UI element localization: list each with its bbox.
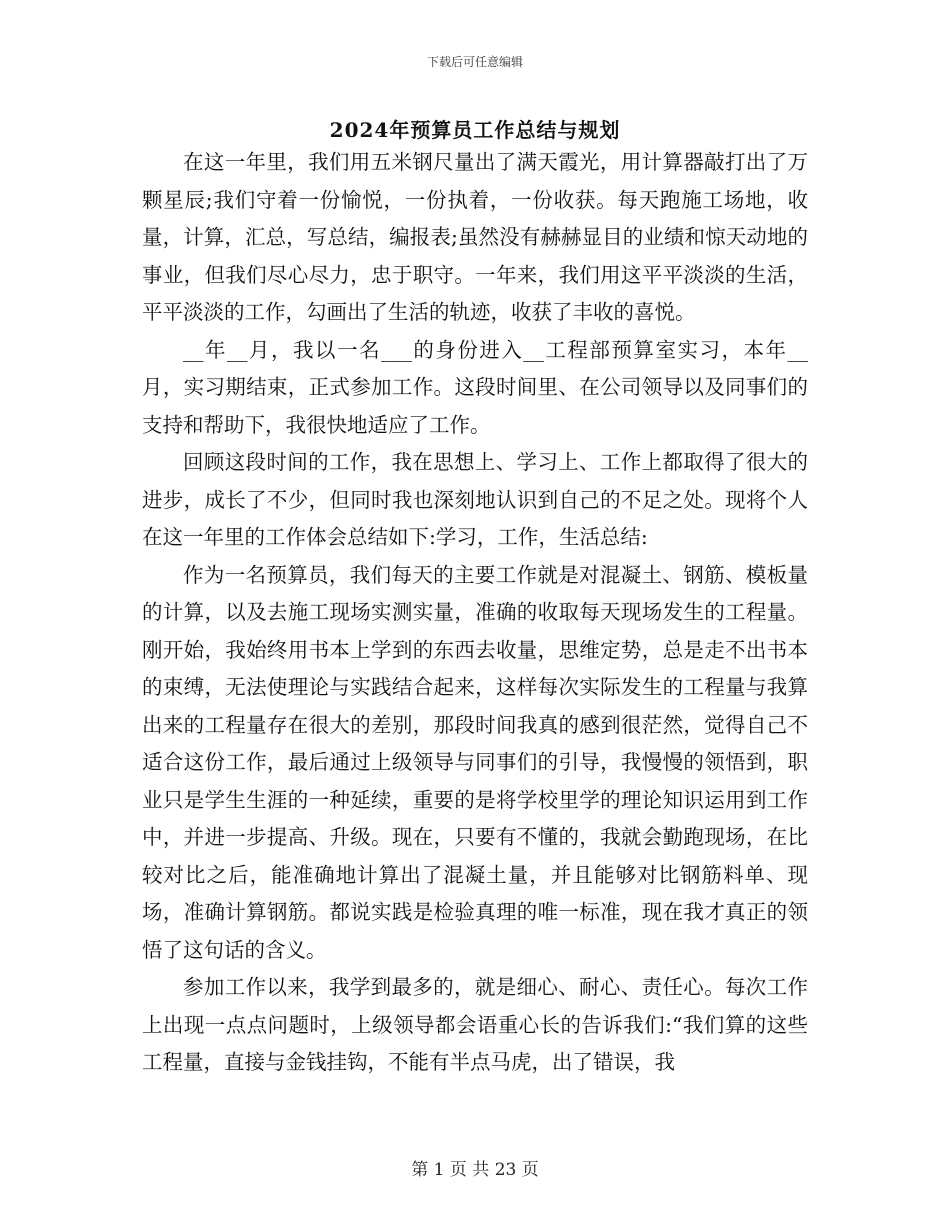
page-number: 第 1 页 共 23 页 <box>411 1160 539 1180</box>
header-note: 下载后可任意编辑 <box>426 55 523 69</box>
document-title: 2024年预算员工作总结与规划 <box>329 118 621 142</box>
paragraph: 作为一名预算员，我们每天的主要工作就是对混凝土、钢筋、模板量的计算，以及去施工现场实测实量，准确的收取每天现场发生的工程量。刚开始，我始终用书本上学到的东西去收量，思维定势，总是走不出书本的束缚，无法使理论与实践结合起来，这样每次实际发生的工程量与我算出来的工程量存在很大的差别，那段时间我真的感到很茫然，觉得自己不适合这份工作，最后通过上级领导与同事们的引导，我慢慢的领悟到，职业只是学生生涯的一种延续，重要的是将学校里学的理论知识运用到工作中，并进一步提高、升级。现在，只要有不懂的，我就会勤跑现场，在比较对比之后，能准确地计算出了混凝土量，并且能够对比钢筋料单、现场，准确计算钢筋。都说实践是检验真理的唯一标准，现在我才真正的领悟了这句话的含义。 <box>142 562 808 962</box>
paragraph: __年__月，我以一名___的身份进入__工程部预算室实习，本年__月，实习期结束，正式参加工作。这段时间里、在公司领导以及同事们的支持和帮助下，我很快地适应了工作。 <box>142 337 808 437</box>
paragraph: 回顾这段时间的工作，我在思想上、学习上、工作上都取得了很大的进步，成长了不少，但同时我也深刻地认识到自己的不足之处。现将个人在这一年里的工作体会总结如下:学习，工作，生活总结: <box>142 450 808 549</box>
paragraph: 在这一年里，我们用五米钢尺量出了满天霞光，用计算器敲打出了万颗星辰;我们守着一份愉悦，一份执着，一份收获。每天跑施工场地，收量，计算，汇总，写总结，编报表;虽然没有赫赫显目的业绩和惊天动地的事业，但我们尽心尽力，忠于职守。一年来，我们用这平平淡淡的生活，平平淡淡的工作，勾画出了生活的轨迹，收获了丰收的喜悦。 <box>142 150 808 324</box>
paragraph: 参加工作以来，我学到最多的，就是细心、耐心、责任心。每次工作上出现一点点问题时，上级领导都会语重心长的告诉我们:“我们算的这些工程量，直接与金钱挂钩，不能有半点马虎，出了错误，我 <box>142 975 808 1074</box>
document-body <box>142 144 808 1082</box>
